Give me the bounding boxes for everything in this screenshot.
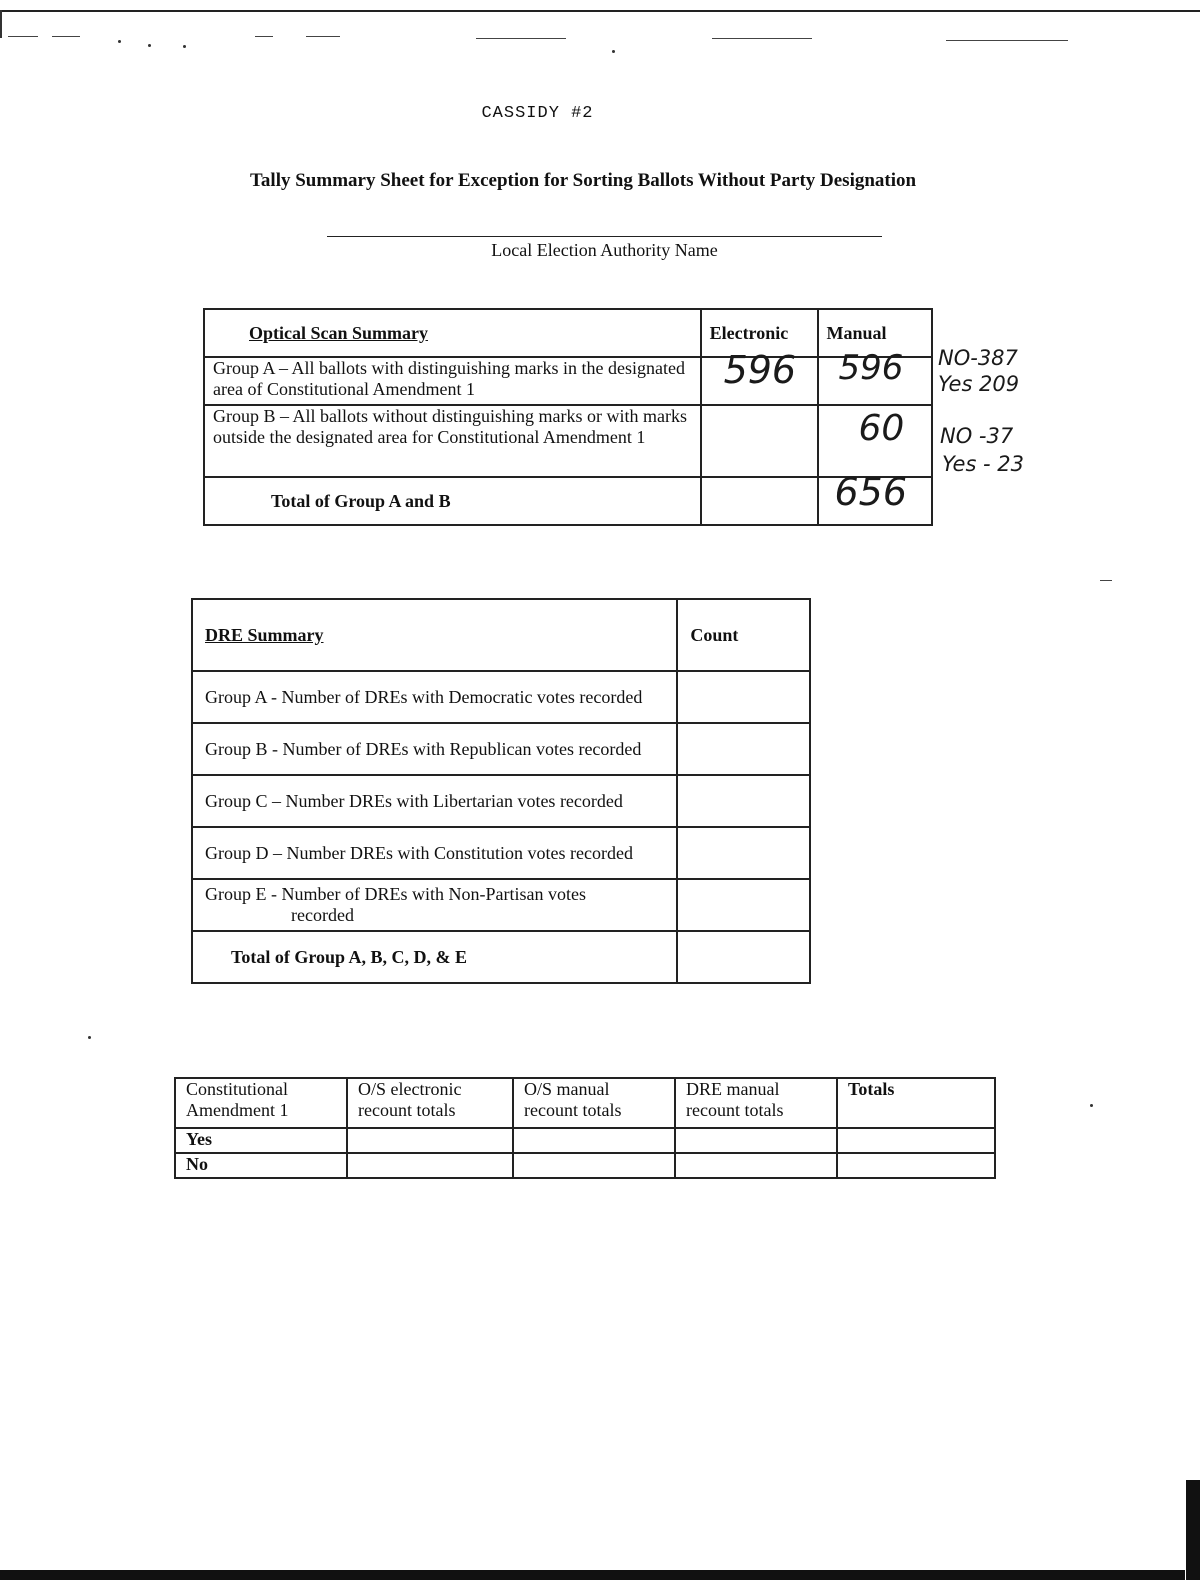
group-a-manual-cell[interactable] xyxy=(818,348,933,405)
dre-group-a-label: Group A - Number of DREs with Democratic votes recorded xyxy=(192,671,677,723)
yes-dre-manual-cell[interactable] xyxy=(675,1128,837,1153)
dre-group-e-label-line1: Group E - Number of DREs with Non-Partisan votes xyxy=(205,884,586,904)
manual-column-header: Manual xyxy=(818,309,933,357)
group-a-manual-value: 596 xyxy=(838,348,904,388)
dre-group-a-count[interactable] xyxy=(677,671,810,723)
dre-group-e-label-line2: recorded xyxy=(291,905,354,925)
scan-mark xyxy=(712,38,812,39)
document-title: Tally Summary Sheet for Exception for Sorting Ballots Without Party Designation xyxy=(250,170,917,191)
dre-title: DRE Summary xyxy=(192,599,677,671)
dre-group-e-label xyxy=(192,879,677,931)
table-row xyxy=(192,827,810,879)
group-b-manual-cell[interactable] xyxy=(818,405,933,477)
yes-row-label: Yes xyxy=(175,1128,347,1153)
no-dre-manual-cell[interactable] xyxy=(675,1153,837,1178)
margin-note-group-a-yes: Yes 209 xyxy=(938,372,1020,396)
os-manual-column-header: O/S manual recount totals xyxy=(513,1078,675,1128)
os-total-label: Total of Group A and B xyxy=(204,477,701,525)
group-b-manual-value: 60 xyxy=(858,408,905,449)
dre-group-e-count[interactable] xyxy=(677,879,810,931)
table-row xyxy=(175,1128,995,1153)
table-row xyxy=(204,405,932,477)
authority-name-line xyxy=(327,236,882,237)
scan-speck xyxy=(88,1036,91,1039)
scan-border-left xyxy=(0,10,2,38)
dre-group-b-count[interactable] xyxy=(677,723,810,775)
group-a-electronic-value: 596 xyxy=(723,348,797,392)
count-column-header: Count xyxy=(677,599,810,671)
scan-speck xyxy=(612,50,615,53)
dre-group-c-label: Group C – Number DREs with Libertarian votes recorded xyxy=(192,775,677,827)
scan-mark xyxy=(52,36,80,37)
yes-os-manual-cell[interactable] xyxy=(513,1128,675,1153)
scan-mark xyxy=(476,38,566,39)
total-manual-value: 656 xyxy=(834,470,908,514)
authority-name-label: Local Election Authority Name xyxy=(491,240,718,260)
amendment-column-header: Constitutional Amendment 1 xyxy=(175,1078,347,1128)
scan-border-top xyxy=(0,10,1200,12)
no-os-electronic-cell[interactable] xyxy=(347,1153,513,1178)
table-row xyxy=(192,671,810,723)
dre-manual-column-header: DRE manual recount totals xyxy=(675,1078,837,1128)
table-row xyxy=(192,723,810,775)
margin-note-group-b-no: NO -37 xyxy=(940,424,1014,448)
scan-edge-shadow xyxy=(1186,1480,1200,1580)
table-row xyxy=(175,1153,995,1178)
margin-note-group-b-yes: Yes - 23 xyxy=(942,452,1025,476)
scan-mark xyxy=(946,40,1068,41)
table-row xyxy=(192,931,810,983)
total-electronic-cell[interactable] xyxy=(701,477,818,525)
scan-speck xyxy=(148,44,151,47)
group-a-label: Group A – All ballots with distinguishing marks in the designated area of Constitutional Amendment 1 xyxy=(204,357,701,405)
table-row xyxy=(192,775,810,827)
group-b-label: Group B – All ballots without distinguishing marks or with marks outside the designated area for Constitutional Amendment 1 xyxy=(204,405,701,477)
group-b-electronic-cell[interactable] xyxy=(701,405,818,477)
table-header-row xyxy=(175,1078,995,1128)
scan-mark xyxy=(255,36,273,37)
table-row xyxy=(204,477,932,525)
amendment-recount-table xyxy=(174,1077,996,1179)
dre-group-c-count[interactable] xyxy=(677,775,810,827)
table-header-row xyxy=(192,599,810,671)
optical-scan-summary-table xyxy=(203,308,933,526)
table-header-row xyxy=(204,309,932,357)
yes-os-electronic-cell[interactable] xyxy=(347,1128,513,1153)
dre-total-count[interactable] xyxy=(677,931,810,983)
dre-summary-table xyxy=(191,598,811,984)
dre-group-b-label: Group B - Number of DREs with Republican votes recorded xyxy=(192,723,677,775)
no-os-manual-cell[interactable] xyxy=(513,1153,675,1178)
totals-column-header: Totals xyxy=(837,1078,995,1128)
scan-speck xyxy=(1090,1104,1093,1107)
yes-totals-cell[interactable] xyxy=(837,1128,995,1153)
group-a-electronic-cell[interactable] xyxy=(701,348,818,405)
scan-mark xyxy=(1100,580,1112,581)
no-row-label: No xyxy=(175,1153,347,1178)
scan-border-bottom xyxy=(0,1570,1185,1580)
scan-mark xyxy=(8,36,38,37)
electronic-column-header: Electronic xyxy=(701,309,818,357)
margin-note-group-a-no: NO-387 xyxy=(938,346,1018,370)
dre-group-d-count[interactable] xyxy=(677,827,810,879)
total-manual-cell[interactable] xyxy=(818,470,933,525)
dre-group-d-label: Group D – Number DREs with Constitution votes recorded xyxy=(192,827,677,879)
scan-mark xyxy=(306,36,340,37)
table-row xyxy=(192,879,810,931)
dre-total-label: Total of Group A, B, C, D, & E xyxy=(192,931,677,983)
no-totals-cell[interactable] xyxy=(837,1153,995,1178)
document-code: CASSIDY #2 xyxy=(481,104,594,123)
scan-speck xyxy=(183,45,186,48)
optical-scan-title: Optical Scan Summary xyxy=(204,309,701,357)
table-row xyxy=(204,357,932,405)
os-electronic-column-header: O/S electronic recount totals xyxy=(347,1078,513,1128)
scan-speck xyxy=(118,40,121,43)
